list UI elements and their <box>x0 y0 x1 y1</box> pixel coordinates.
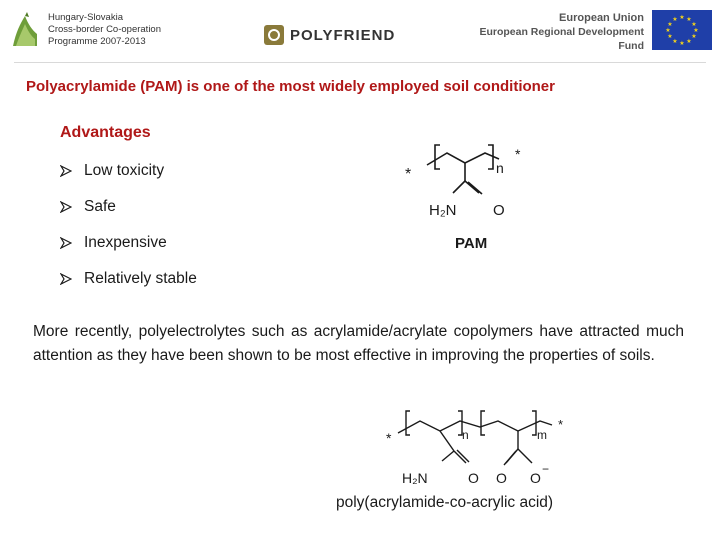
pam-label: PAM <box>455 235 488 252</box>
programme-mark-icon <box>10 10 40 50</box>
pam-amine: H₂N <box>429 202 457 219</box>
copolymer-charge: − <box>542 462 550 476</box>
eu-flag-icon <box>652 10 712 50</box>
pam-structure <box>395 135 540 225</box>
pam-oxygen: O <box>493 202 505 219</box>
polyfriend-logo <box>264 24 395 46</box>
polyfriend-mark-icon <box>264 25 284 45</box>
advantages-title: Advantages <box>60 124 151 141</box>
advantage-label: Inexpensive <box>84 234 167 251</box>
advantage-label: Relatively stable <box>84 270 197 287</box>
copolymer-anion-oxygen: O <box>530 470 541 486</box>
eu-fund-text <box>468 12 644 53</box>
body-paragraph: More recently, polyelectrolytes such as acrylamide/acrylate copolymers have attracted much attention as they have been shown to be most effective in improving the properties of soils. <box>33 323 684 364</box>
svg-text:★: ★ <box>667 21 673 28</box>
arrow-bullet-icon <box>60 237 72 249</box>
copolymer-amine: H₂N <box>402 470 428 486</box>
svg-text:★: ★ <box>679 40 685 47</box>
copolymer-amide-oxygen: O <box>468 470 479 486</box>
copolymer-repeat-m: m <box>537 428 547 442</box>
svg-text:★: ★ <box>693 27 699 34</box>
copolymer-label: poly(acrylamide-co-acrylic acid) <box>336 494 554 511</box>
svg-text:★: ★ <box>672 38 678 45</box>
svg-text:★: ★ <box>672 16 678 23</box>
eu-title: European Union <box>559 12 644 24</box>
pam-repeat-n: n <box>496 160 504 176</box>
programme-logo <box>10 8 161 52</box>
advantage-item <box>60 234 167 252</box>
svg-text:★: ★ <box>679 14 685 21</box>
svg-text:★: ★ <box>691 21 697 28</box>
advantage-item <box>60 198 116 216</box>
programme-line: Programme 2007-2013 <box>48 36 146 47</box>
copolymer-end-star: * <box>386 430 392 446</box>
advantage-label: Low toxicity <box>84 162 165 179</box>
copolymer-repeat-n: n <box>462 428 469 442</box>
svg-text:★: ★ <box>691 33 697 40</box>
advantage-label: Safe <box>84 198 116 215</box>
svg-text:★: ★ <box>686 16 692 23</box>
svg-text:★: ★ <box>665 27 671 34</box>
programme-line: Hungary-Slovakia <box>48 12 123 23</box>
advantage-item <box>60 162 164 180</box>
arrow-bullet-icon <box>60 273 72 285</box>
pam-end-star: * <box>515 146 521 162</box>
svg-text:★: ★ <box>667 33 673 40</box>
copolymer-end-star: * <box>558 417 564 432</box>
arrow-bullet-icon <box>60 165 72 177</box>
header-divider <box>14 62 706 63</box>
page-headline: Polyacrylamide (PAM) is one of the most widely employed soil conditioner <box>26 78 555 95</box>
svg-text:★: ★ <box>686 38 692 45</box>
eu-fund-name: European Regional Development Fund <box>479 26 644 52</box>
pam-end-star: * <box>405 166 412 183</box>
advantage-item <box>60 270 197 288</box>
copolymer-structure <box>380 405 580 495</box>
polyfriend-name: POLYFRIEND <box>290 26 396 44</box>
arrow-bullet-icon <box>60 201 72 213</box>
programme-line: Cross-border Co-operation <box>48 24 161 35</box>
copolymer-acid-oxygen: O <box>496 470 507 486</box>
